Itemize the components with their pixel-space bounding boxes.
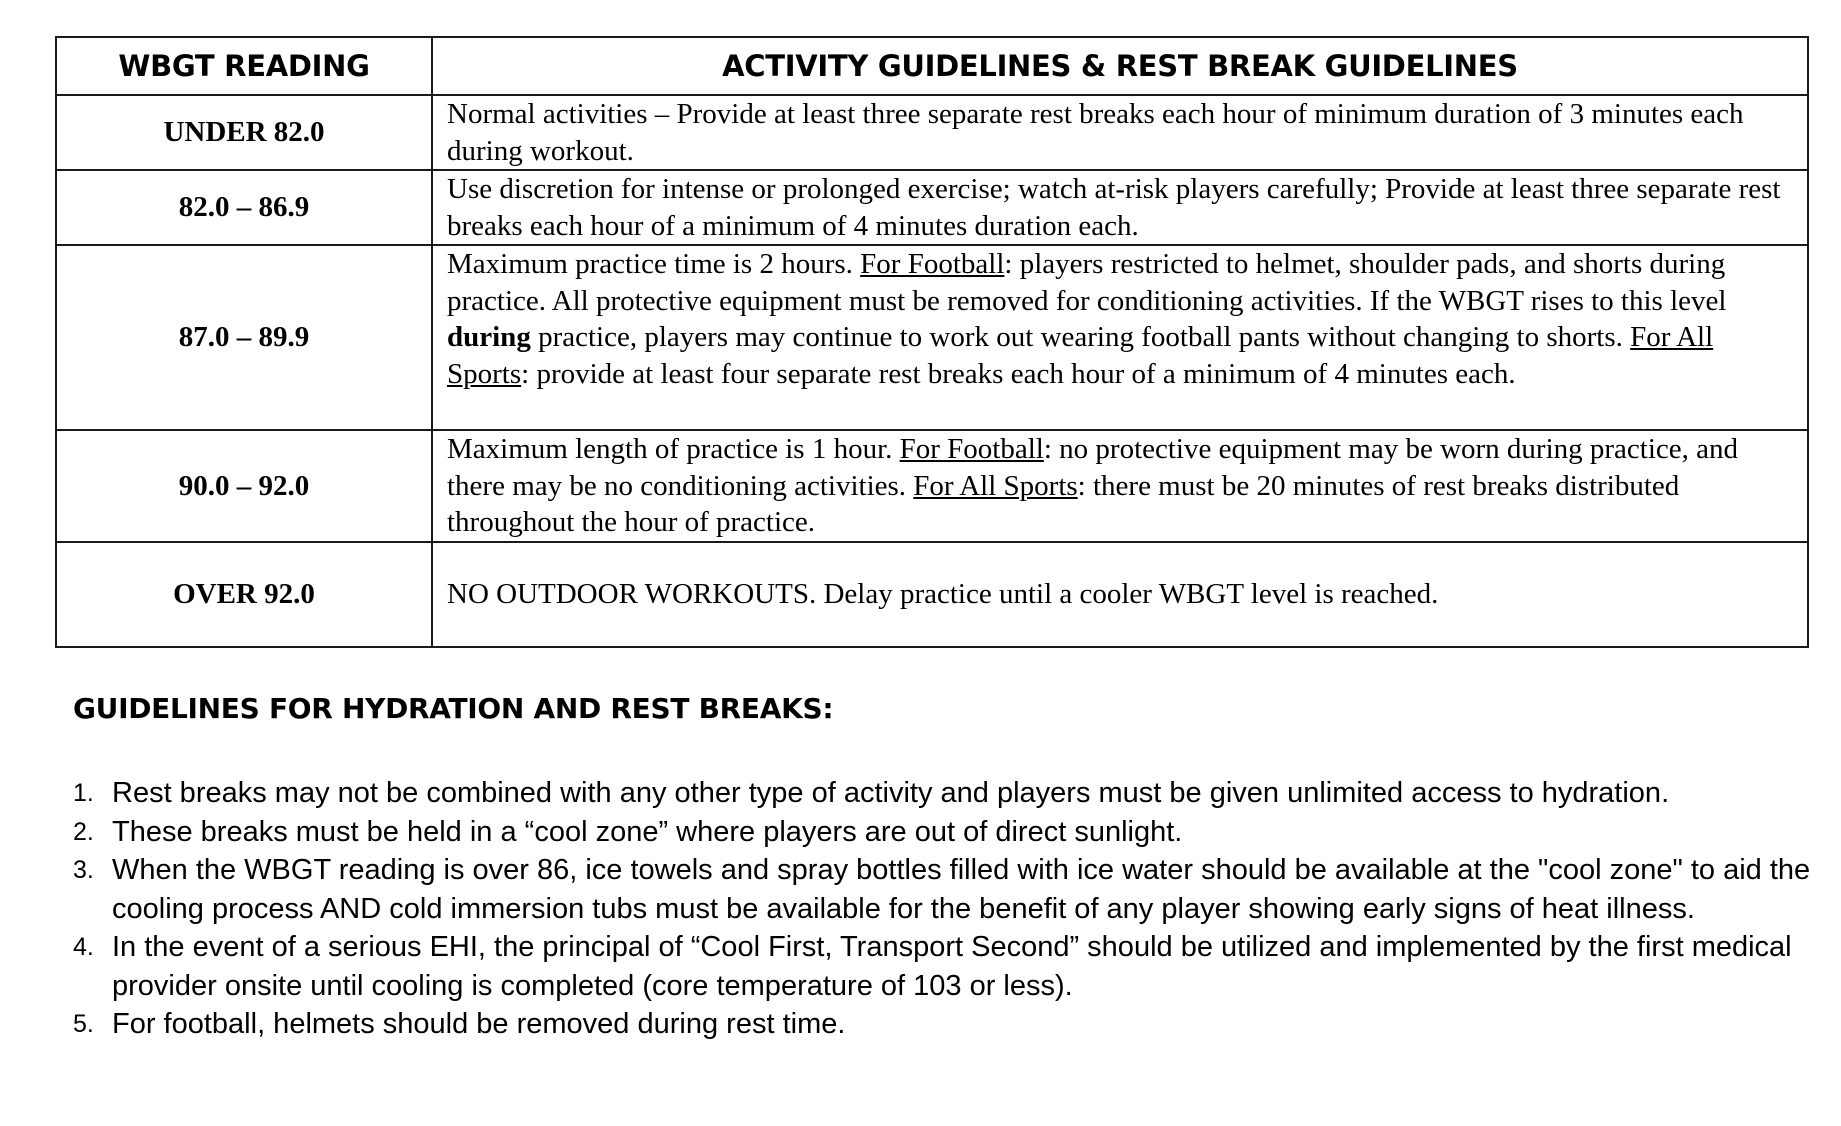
wbgt-reading-cell: UNDER 82.0 [56,95,432,170]
list-item [73,851,1818,928]
header-wbgt-reading: WBGT READING [56,37,432,95]
guideline-cell: Use discretion for intense or prolonged exercise; watch at-risk players carefully; Provide at least three separate rest breaks each hour of a minimum of 4 minutes duration each. [432,170,1808,245]
guideline-cell: NO OUTDOOR WORKOUTS. Delay practice until a cooler WBGT level is reached. [432,542,1808,647]
table-row [56,170,1808,245]
guideline-text: Maximum length of practice is 1 hour. [447,433,900,465]
guideline-text: Maximum practice time is 2 hours. [447,248,861,280]
list-item-number: 1. [73,779,94,807]
list-item [73,1005,1818,1044]
hydration-heading: GUIDELINES FOR HYDRATION AND REST BREAKS: [73,692,834,725]
list-item-text: In the event of a serious EHI, the principal of “Cool First, Transport Second” should be utilized and implemented by the first medical provider onsite until cooling is completed (core temperature of 103 or less). [112,931,1792,1002]
for-all-sports-label: For All Sports [913,469,1078,502]
list-item-text: These breaks must be held in a “cool zone” where players are out of direct sunlight. [112,815,1183,848]
list-item-number: 2. [73,817,94,846]
list-item [73,774,1818,813]
table-row [56,430,1808,542]
guideline-text: : provide at least four separate rest breaks each hour of a minimum of 4 minutes each. [521,357,1516,390]
list-item [73,813,1818,852]
list-item-number: 3. [73,856,94,884]
table-header-row [56,37,1808,95]
list-item-text: Rest breaks may not be combined with any other type of activity and players must be given unlimited access to hydration. [112,777,1670,809]
list-item-text: For football, helmets should be removed during rest time. [112,1008,846,1040]
hydration-rules-list [73,774,1818,1044]
wbgt-reading-cell: 82.0 – 86.9 [56,170,432,245]
wbgt-reading-cell: 90.0 – 92.0 [56,430,432,542]
during-emphasis: during [447,321,531,353]
for-all-sports-label: For All Sports [447,321,1714,390]
for-football-label: For Football [899,433,1044,465]
guideline-text: : no protective equipment may be worn during practice, and there may be no conditioning activities. [447,433,1739,502]
list-item-number: 5. [73,1010,94,1038]
list-item-text: When the WBGT reading is over 86, ice towels and spray bottles filled with ice water should be available at the "cool zone" to aid the cooling process AND cold immersion tubs must be available for the benefit of any player showing early signs of heat illness. [112,854,1811,925]
guideline-text: : players restricted to helmet, shoulder pads, and shorts during practice. All protective equipment must be removed for conditioning activities. If the WBGT rises to this level [447,248,1727,317]
table-row [56,245,1808,430]
list-item [73,928,1818,1005]
for-football-label: For Football [860,248,1005,280]
guideline-cell: Normal activities – Provide at least three separate rest breaks each hour of minimum duration of 3 minutes each during workout. [432,95,1808,170]
list-item-number: 4. [73,933,94,961]
guideline-cell [432,430,1808,542]
wbgt-reading-cell: OVER 92.0 [56,542,432,647]
guideline-text: : there must be 20 minutes of rest breaks distributed throughout the hour of practice. [447,469,1680,538]
guideline-text: practice, players may continue to work out wearing football pants without changing to shorts. [530,321,1631,353]
header-activity-guidelines: ACTIVITY GUIDELINES & REST BREAK GUIDELINES [432,37,1808,95]
wbgt-guidelines-table [55,36,1809,648]
guideline-cell [432,245,1808,430]
table-row [56,95,1808,170]
wbgt-reading-cell: 87.0 – 89.9 [56,245,432,430]
table-row [56,542,1808,647]
